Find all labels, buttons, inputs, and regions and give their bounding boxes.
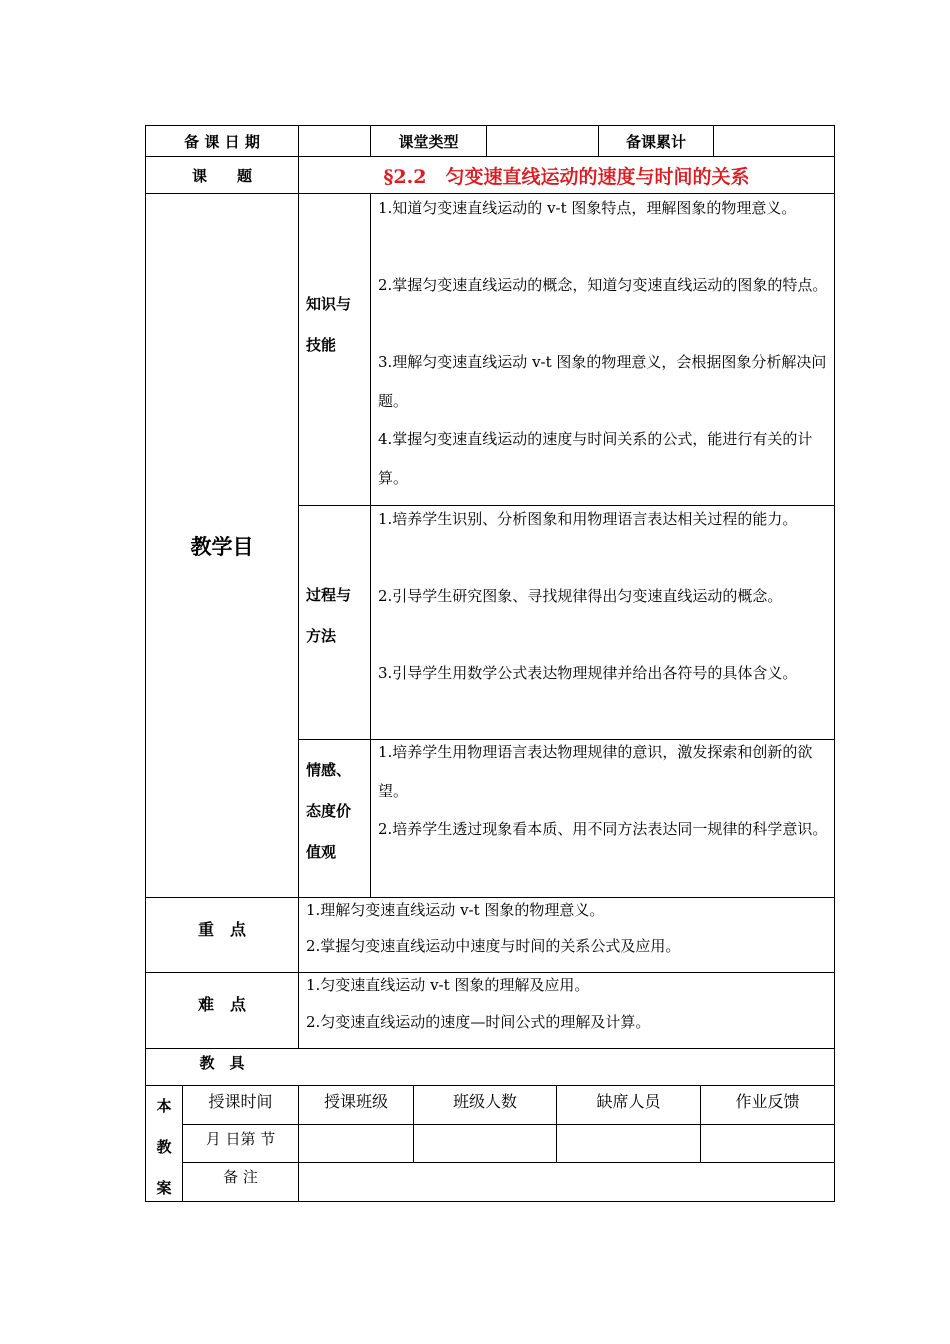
class-cell[interactable] [299, 1125, 413, 1162]
key-points-list [306, 898, 830, 972]
objectives-label: 教学目 [190, 534, 254, 559]
objective-category-knowledge: 知识与 技能 [306, 295, 352, 354]
list-item: 1.理解匀变速直线运动 v-t 图象的物理意义。 [306, 901, 605, 919]
list-item: 1.培养学生识别、分析图象和用物理语言表达相关过程的能力。 [378, 510, 798, 528]
class-type-label: 课堂类型 [398, 132, 459, 151]
topic-label: 课 题 [191, 166, 252, 185]
list-item: 3.理解匀变速直线运动 v-t 图象的物理意义，会根据图象分析解决问题。 [378, 353, 827, 410]
list-item: 1.匀变速直线运动 v-t 图象的理解及应用。 [306, 976, 590, 994]
column-header-absentees: 缺席人员 [596, 1091, 661, 1111]
list-item: 2.匀变速直线运动的速度—时间公式的理解及计算。 [306, 1013, 651, 1031]
homework-feedback-cell[interactable] [701, 1125, 834, 1162]
difficulties-label: 难 点 [197, 994, 246, 1014]
column-header-teaching-time: 授课时间 [208, 1091, 273, 1111]
tools-label: 教 具 [199, 1053, 245, 1072]
list-item: 1.培养学生用物理语言表达物理规律的意识，激发探索和创新的欲望。 [378, 743, 813, 800]
list-item: 1.知道匀变速直线运动的 v-t 图象特点，理解图象的物理意义。 [378, 199, 797, 217]
list-item: 2.引导学生研究图象、寻找规律得出匀变速直线运动的概念。 [378, 587, 783, 605]
prep-date-value[interactable] [299, 126, 370, 156]
record-side-label: 本 教 案 [156, 1097, 172, 1197]
prep-total-label: 备课累计 [625, 132, 686, 151]
objective-list-attitude [378, 740, 830, 897]
list-item: 4.掌握匀变速直线运动的速度与时间关系的公式，能进行有关的计算。 [378, 430, 813, 487]
tools-value[interactable] [299, 1049, 834, 1085]
notes-label: 备 注 [223, 1167, 258, 1186]
column-header-class-size: 班级人数 [452, 1091, 517, 1111]
absentees-cell[interactable] [557, 1125, 700, 1162]
teaching-time-value[interactable]: 月 日第 节 [205, 1129, 276, 1148]
objective-category-process: 过程与 方法 [306, 586, 352, 645]
list-item: 2.掌握匀变速直线运动中速度与时间的关系公式及应用。 [306, 937, 681, 955]
column-header-homework-feedback: 作业反馈 [735, 1091, 800, 1111]
prep-date-label: 备 课 日 期 [184, 132, 260, 151]
key-points-label: 重 点 [197, 919, 246, 939]
column-header-class: 授课班级 [323, 1091, 388, 1111]
objective-list-knowledge [378, 194, 830, 505]
objective-category-attitude: 情感、 态度价 值观 [306, 761, 352, 861]
objective-list-process [378, 506, 830, 739]
list-item: 2.掌握匀变速直线运动的概念，知道匀变速直线运动的图象的特点。 [378, 276, 828, 294]
list-item: 2.培养学生透过现象看本质、用不同方法表达同一规律的科学意识。 [378, 820, 828, 838]
list-item: 3.引导学生用数学公式表达物理规律并给出各符号的具体含义。 [378, 664, 798, 682]
prep-total-value[interactable] [714, 126, 834, 156]
class-type-value[interactable] [487, 126, 598, 156]
notes-field[interactable] [299, 1163, 834, 1201]
lesson-title: §2.2 匀变速直线运动的速度与时间的关系 [383, 165, 750, 188]
class-size-cell[interactable] [414, 1125, 556, 1162]
difficulties-list [306, 973, 830, 1048]
